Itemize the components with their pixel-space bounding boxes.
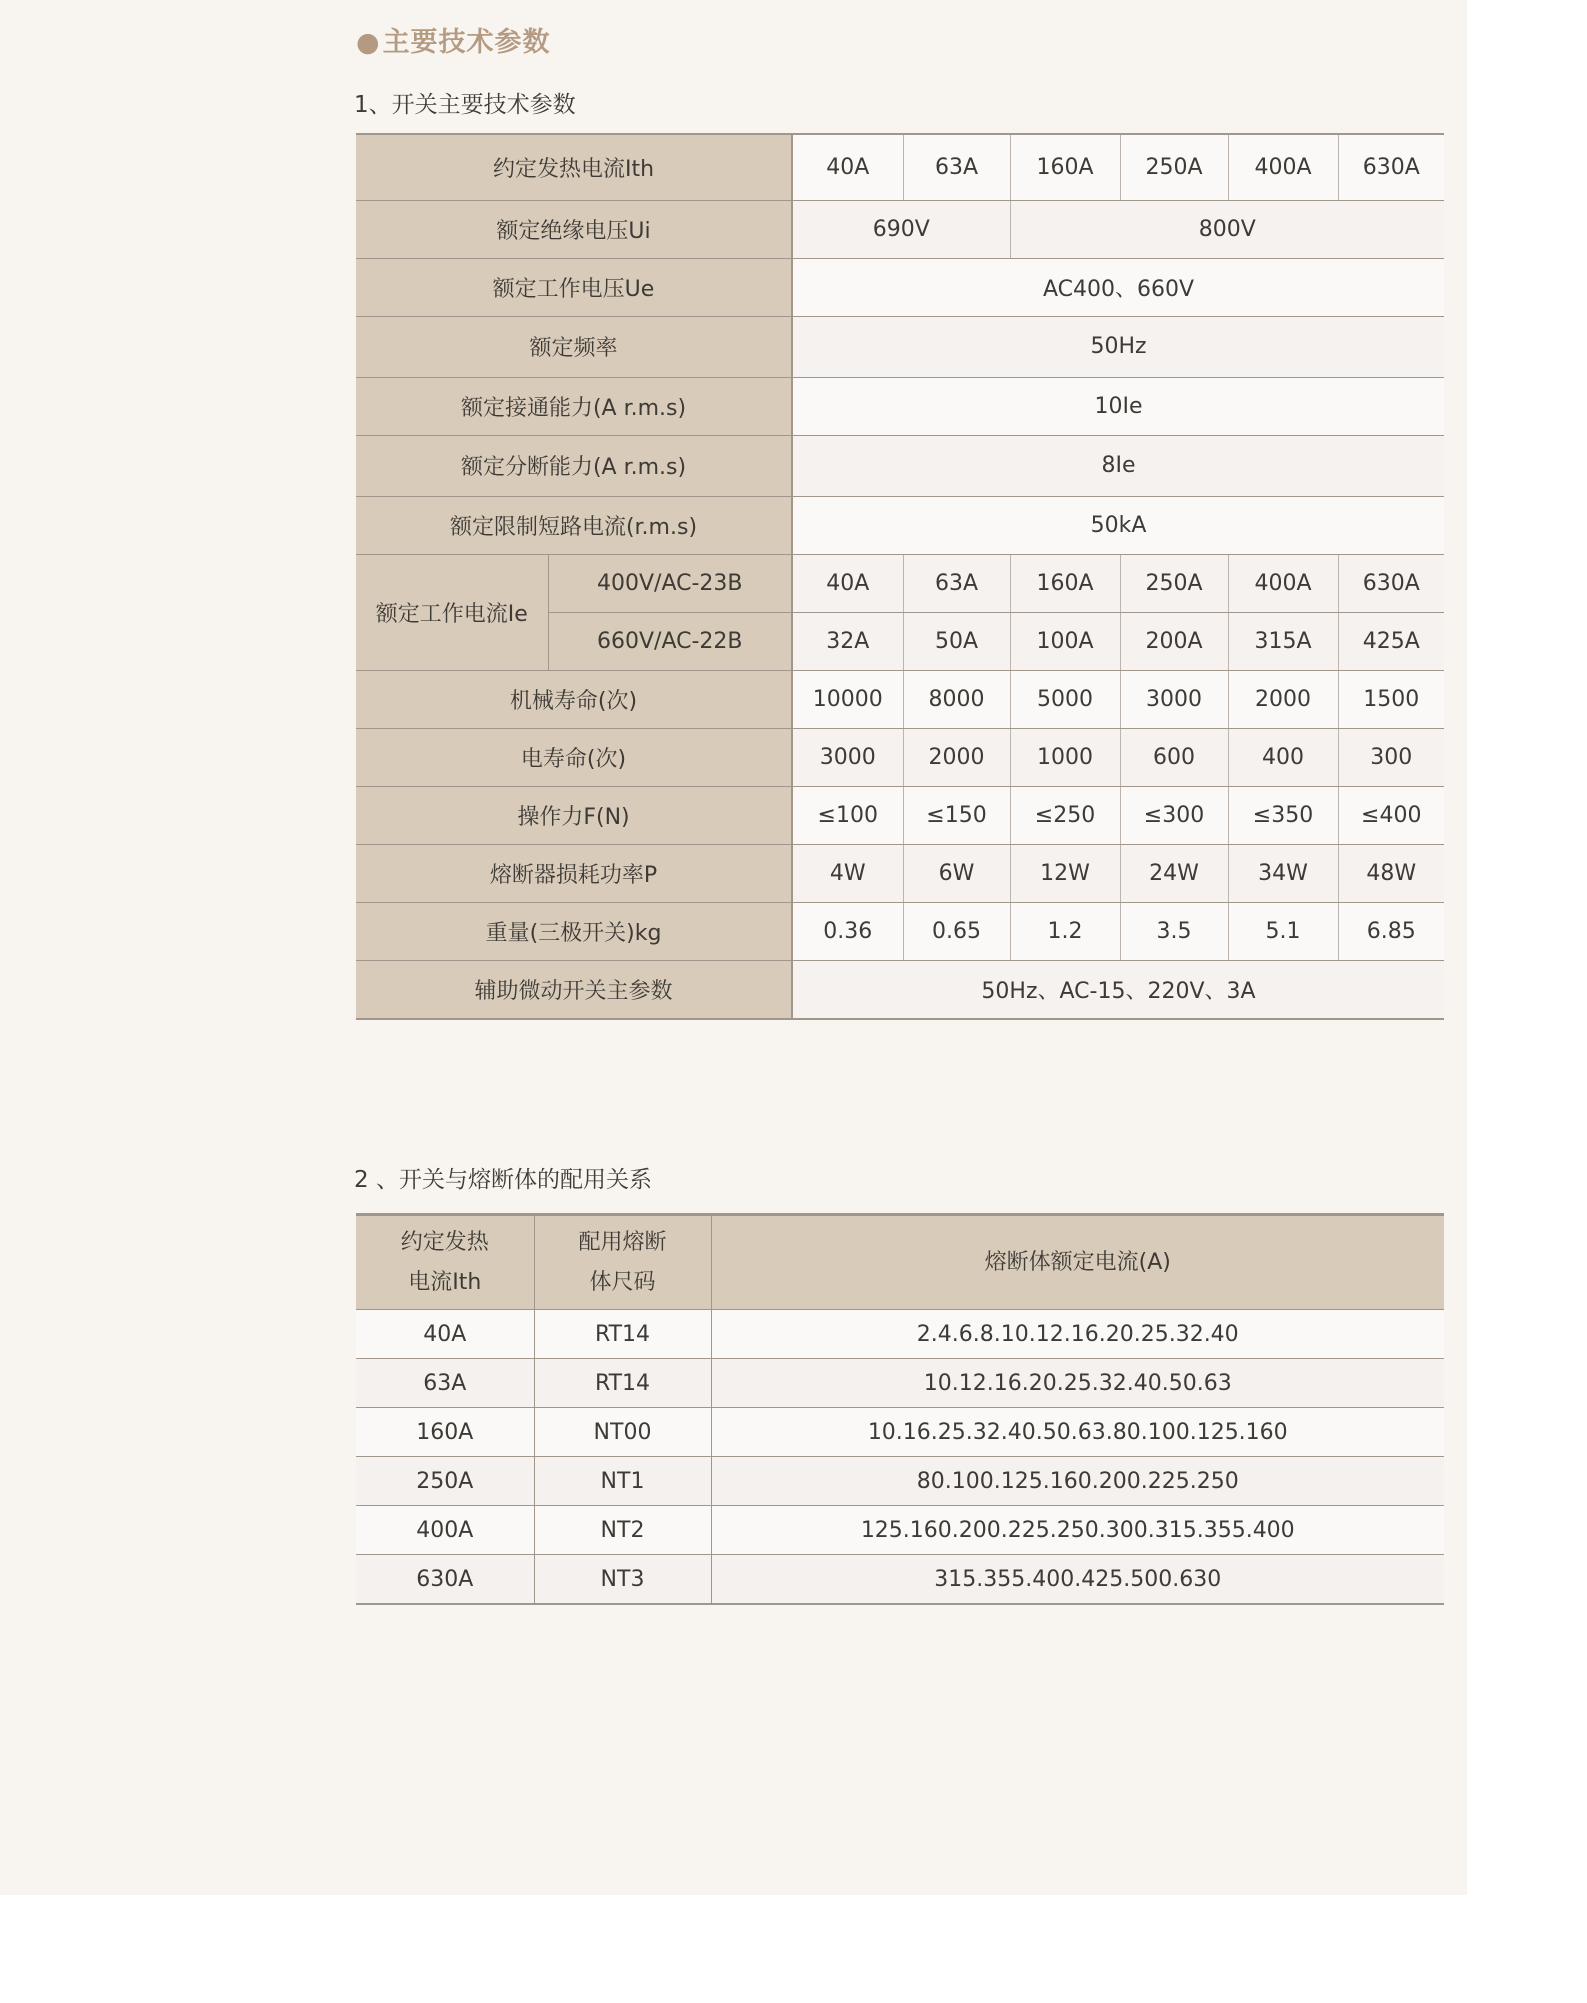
ith-value: 63A bbox=[903, 134, 1010, 200]
row-ith: 400A bbox=[356, 1506, 534, 1555]
freq-row bbox=[356, 316, 1444, 377]
row-ith: 630A bbox=[356, 1555, 534, 1605]
ie-value: 50A bbox=[903, 612, 1010, 670]
weight-value: 3.5 bbox=[1120, 902, 1228, 960]
ie-value: 200A bbox=[1120, 612, 1228, 670]
table2-header bbox=[356, 1215, 1444, 1310]
elec-value: 1000 bbox=[1010, 728, 1120, 786]
row-size: NT2 bbox=[534, 1506, 711, 1555]
row-rated: 10.16.25.32.40.50.63.80.100.125.160 bbox=[711, 1408, 1444, 1457]
weight-label: 重量(三极开关)kg bbox=[356, 902, 792, 960]
aux-value: 50Hz、AC-15、220V、3A bbox=[792, 960, 1444, 1019]
elec-value: 600 bbox=[1120, 728, 1228, 786]
table2-title: 2 、开关与熔断体的配用关系 bbox=[354, 1167, 652, 1193]
force-value: ≤350 bbox=[1228, 786, 1338, 844]
force-value: ≤300 bbox=[1120, 786, 1228, 844]
mech-value: 5000 bbox=[1010, 670, 1120, 728]
row-ith: 250A bbox=[356, 1457, 534, 1506]
header-ith-line2: 电流Ith bbox=[408, 1269, 482, 1295]
ith-row bbox=[356, 134, 1444, 200]
header-size-line2: 体尺码 bbox=[589, 1269, 656, 1295]
ith-value: 40A bbox=[792, 134, 903, 200]
ue-value: AC400、660V bbox=[792, 258, 1444, 316]
ie-category: 660V/AC-22B bbox=[548, 612, 792, 670]
freq-label: 额定频率 bbox=[356, 316, 792, 377]
row-size: NT1 bbox=[534, 1457, 711, 1506]
ie-row bbox=[356, 554, 1444, 612]
row-size: NT00 bbox=[534, 1408, 711, 1457]
bullet-dot-icon: ● bbox=[356, 27, 381, 58]
table-row bbox=[356, 1457, 1444, 1506]
ie-value: 425A bbox=[1338, 612, 1444, 670]
header-ith-line1: 约定发热 bbox=[400, 1229, 489, 1255]
mech-value: 10000 bbox=[792, 670, 903, 728]
ue-row bbox=[356, 258, 1444, 316]
mech-label: 机械寿命(次) bbox=[356, 670, 792, 728]
table-row bbox=[356, 1310, 1444, 1359]
short-label: 额定限制短路电流(r.m.s) bbox=[356, 496, 792, 554]
row-rated: 2.4.6.8.10.12.16.20.25.32.40 bbox=[711, 1310, 1444, 1359]
ith-value: 630A bbox=[1338, 134, 1444, 200]
ie-category: 400V/AC-23B bbox=[548, 554, 792, 612]
ie-value: 63A bbox=[903, 554, 1010, 612]
row-ith: 40A bbox=[356, 1310, 534, 1359]
loss-value: 6W bbox=[903, 844, 1010, 902]
fuse-matching-table bbox=[356, 1213, 1444, 1605]
force-value: ≤400 bbox=[1338, 786, 1444, 844]
row-rated: 10.12.16.20.25.32.40.50.63 bbox=[711, 1359, 1444, 1408]
ui-label: 额定绝缘电压Ui bbox=[356, 200, 792, 258]
mech-row bbox=[356, 670, 1444, 728]
ie-value: 160A bbox=[1010, 554, 1120, 612]
weight-value: 5.1 bbox=[1228, 902, 1338, 960]
row-size: RT14 bbox=[534, 1359, 711, 1408]
break-label: 额定分断能力(A r.m.s) bbox=[356, 435, 792, 496]
ith-value: 400A bbox=[1228, 134, 1338, 200]
header-fuse-size bbox=[534, 1215, 711, 1310]
ie-label: 额定工作电流Ie bbox=[356, 554, 548, 670]
elec-label: 电寿命(次) bbox=[356, 728, 792, 786]
loss-row bbox=[356, 844, 1444, 902]
ith-value: 250A bbox=[1120, 134, 1228, 200]
row-rated: 315.355.400.425.500.630 bbox=[711, 1555, 1444, 1605]
force-value: ≤100 bbox=[792, 786, 903, 844]
short-value: 50kA bbox=[792, 496, 1444, 554]
mech-value: 2000 bbox=[1228, 670, 1338, 728]
header-rated-current: 熔断体额定电流(A) bbox=[711, 1215, 1444, 1310]
table-row bbox=[356, 1506, 1444, 1555]
ie-value: 630A bbox=[1338, 554, 1444, 612]
ui-row bbox=[356, 200, 1444, 258]
loss-value: 12W bbox=[1010, 844, 1120, 902]
make-row bbox=[356, 377, 1444, 435]
section-title: 主要技术参数 bbox=[382, 27, 551, 58]
loss-value: 4W bbox=[792, 844, 903, 902]
table-row bbox=[356, 1555, 1444, 1605]
force-label: 操作力F(N) bbox=[356, 786, 792, 844]
break-row bbox=[356, 435, 1444, 496]
elec-value: 2000 bbox=[903, 728, 1010, 786]
weight-value: 6.85 bbox=[1338, 902, 1444, 960]
ie-value: 250A bbox=[1120, 554, 1228, 612]
ith-value: 160A bbox=[1010, 134, 1120, 200]
ith-label: 约定发热电流Ith bbox=[356, 134, 792, 200]
mech-value: 8000 bbox=[903, 670, 1010, 728]
elec-row bbox=[356, 728, 1444, 786]
elec-value: 400 bbox=[1228, 728, 1338, 786]
force-value: ≤250 bbox=[1010, 786, 1120, 844]
switch-parameters-table bbox=[356, 133, 1444, 1020]
section-heading bbox=[356, 20, 551, 59]
ie-value: 400A bbox=[1228, 554, 1338, 612]
row-ith: 160A bbox=[356, 1408, 534, 1457]
weight-value: 1.2 bbox=[1010, 902, 1120, 960]
elec-value: 300 bbox=[1338, 728, 1444, 786]
aux-label: 辅助微动开关主参数 bbox=[356, 960, 792, 1019]
mech-value: 1500 bbox=[1338, 670, 1444, 728]
mech-value: 3000 bbox=[1120, 670, 1228, 728]
loss-value: 24W bbox=[1120, 844, 1228, 902]
ui-value: 690V bbox=[792, 200, 1010, 258]
header-ith bbox=[356, 1215, 534, 1310]
weight-row bbox=[356, 902, 1444, 960]
force-row bbox=[356, 786, 1444, 844]
row-rated: 80.100.125.160.200.225.250 bbox=[711, 1457, 1444, 1506]
freq-value: 50Hz bbox=[792, 316, 1444, 377]
table-row bbox=[356, 1359, 1444, 1408]
row-rated: 125.160.200.225.250.300.315.355.400 bbox=[711, 1506, 1444, 1555]
ui-value: 800V bbox=[1010, 200, 1444, 258]
loss-label: 熔断器损耗功率P bbox=[356, 844, 792, 902]
aux-row bbox=[356, 960, 1444, 1019]
short-row bbox=[356, 496, 1444, 554]
weight-value: 0.65 bbox=[903, 902, 1010, 960]
loss-value: 48W bbox=[1338, 844, 1444, 902]
ie-value: 32A bbox=[792, 612, 903, 670]
row-size: RT14 bbox=[534, 1310, 711, 1359]
table-row bbox=[356, 1408, 1444, 1457]
break-value: 8Ie bbox=[792, 435, 1444, 496]
ie-value: 100A bbox=[1010, 612, 1120, 670]
elec-value: 3000 bbox=[792, 728, 903, 786]
table1-title: 1、开关主要技术参数 bbox=[354, 92, 576, 118]
weight-value: 0.36 bbox=[792, 902, 903, 960]
make-value: 10Ie bbox=[792, 377, 1444, 435]
ue-label: 额定工作电压Ue bbox=[356, 258, 792, 316]
make-label: 额定接通能力(A r.m.s) bbox=[356, 377, 792, 435]
header-size-line1: 配用熔断 bbox=[578, 1229, 667, 1255]
loss-value: 34W bbox=[1228, 844, 1338, 902]
ie-value: 40A bbox=[792, 554, 903, 612]
force-value: ≤150 bbox=[903, 786, 1010, 844]
ie-value: 315A bbox=[1228, 612, 1338, 670]
row-size: NT3 bbox=[534, 1555, 711, 1605]
row-ith: 63A bbox=[356, 1359, 534, 1408]
